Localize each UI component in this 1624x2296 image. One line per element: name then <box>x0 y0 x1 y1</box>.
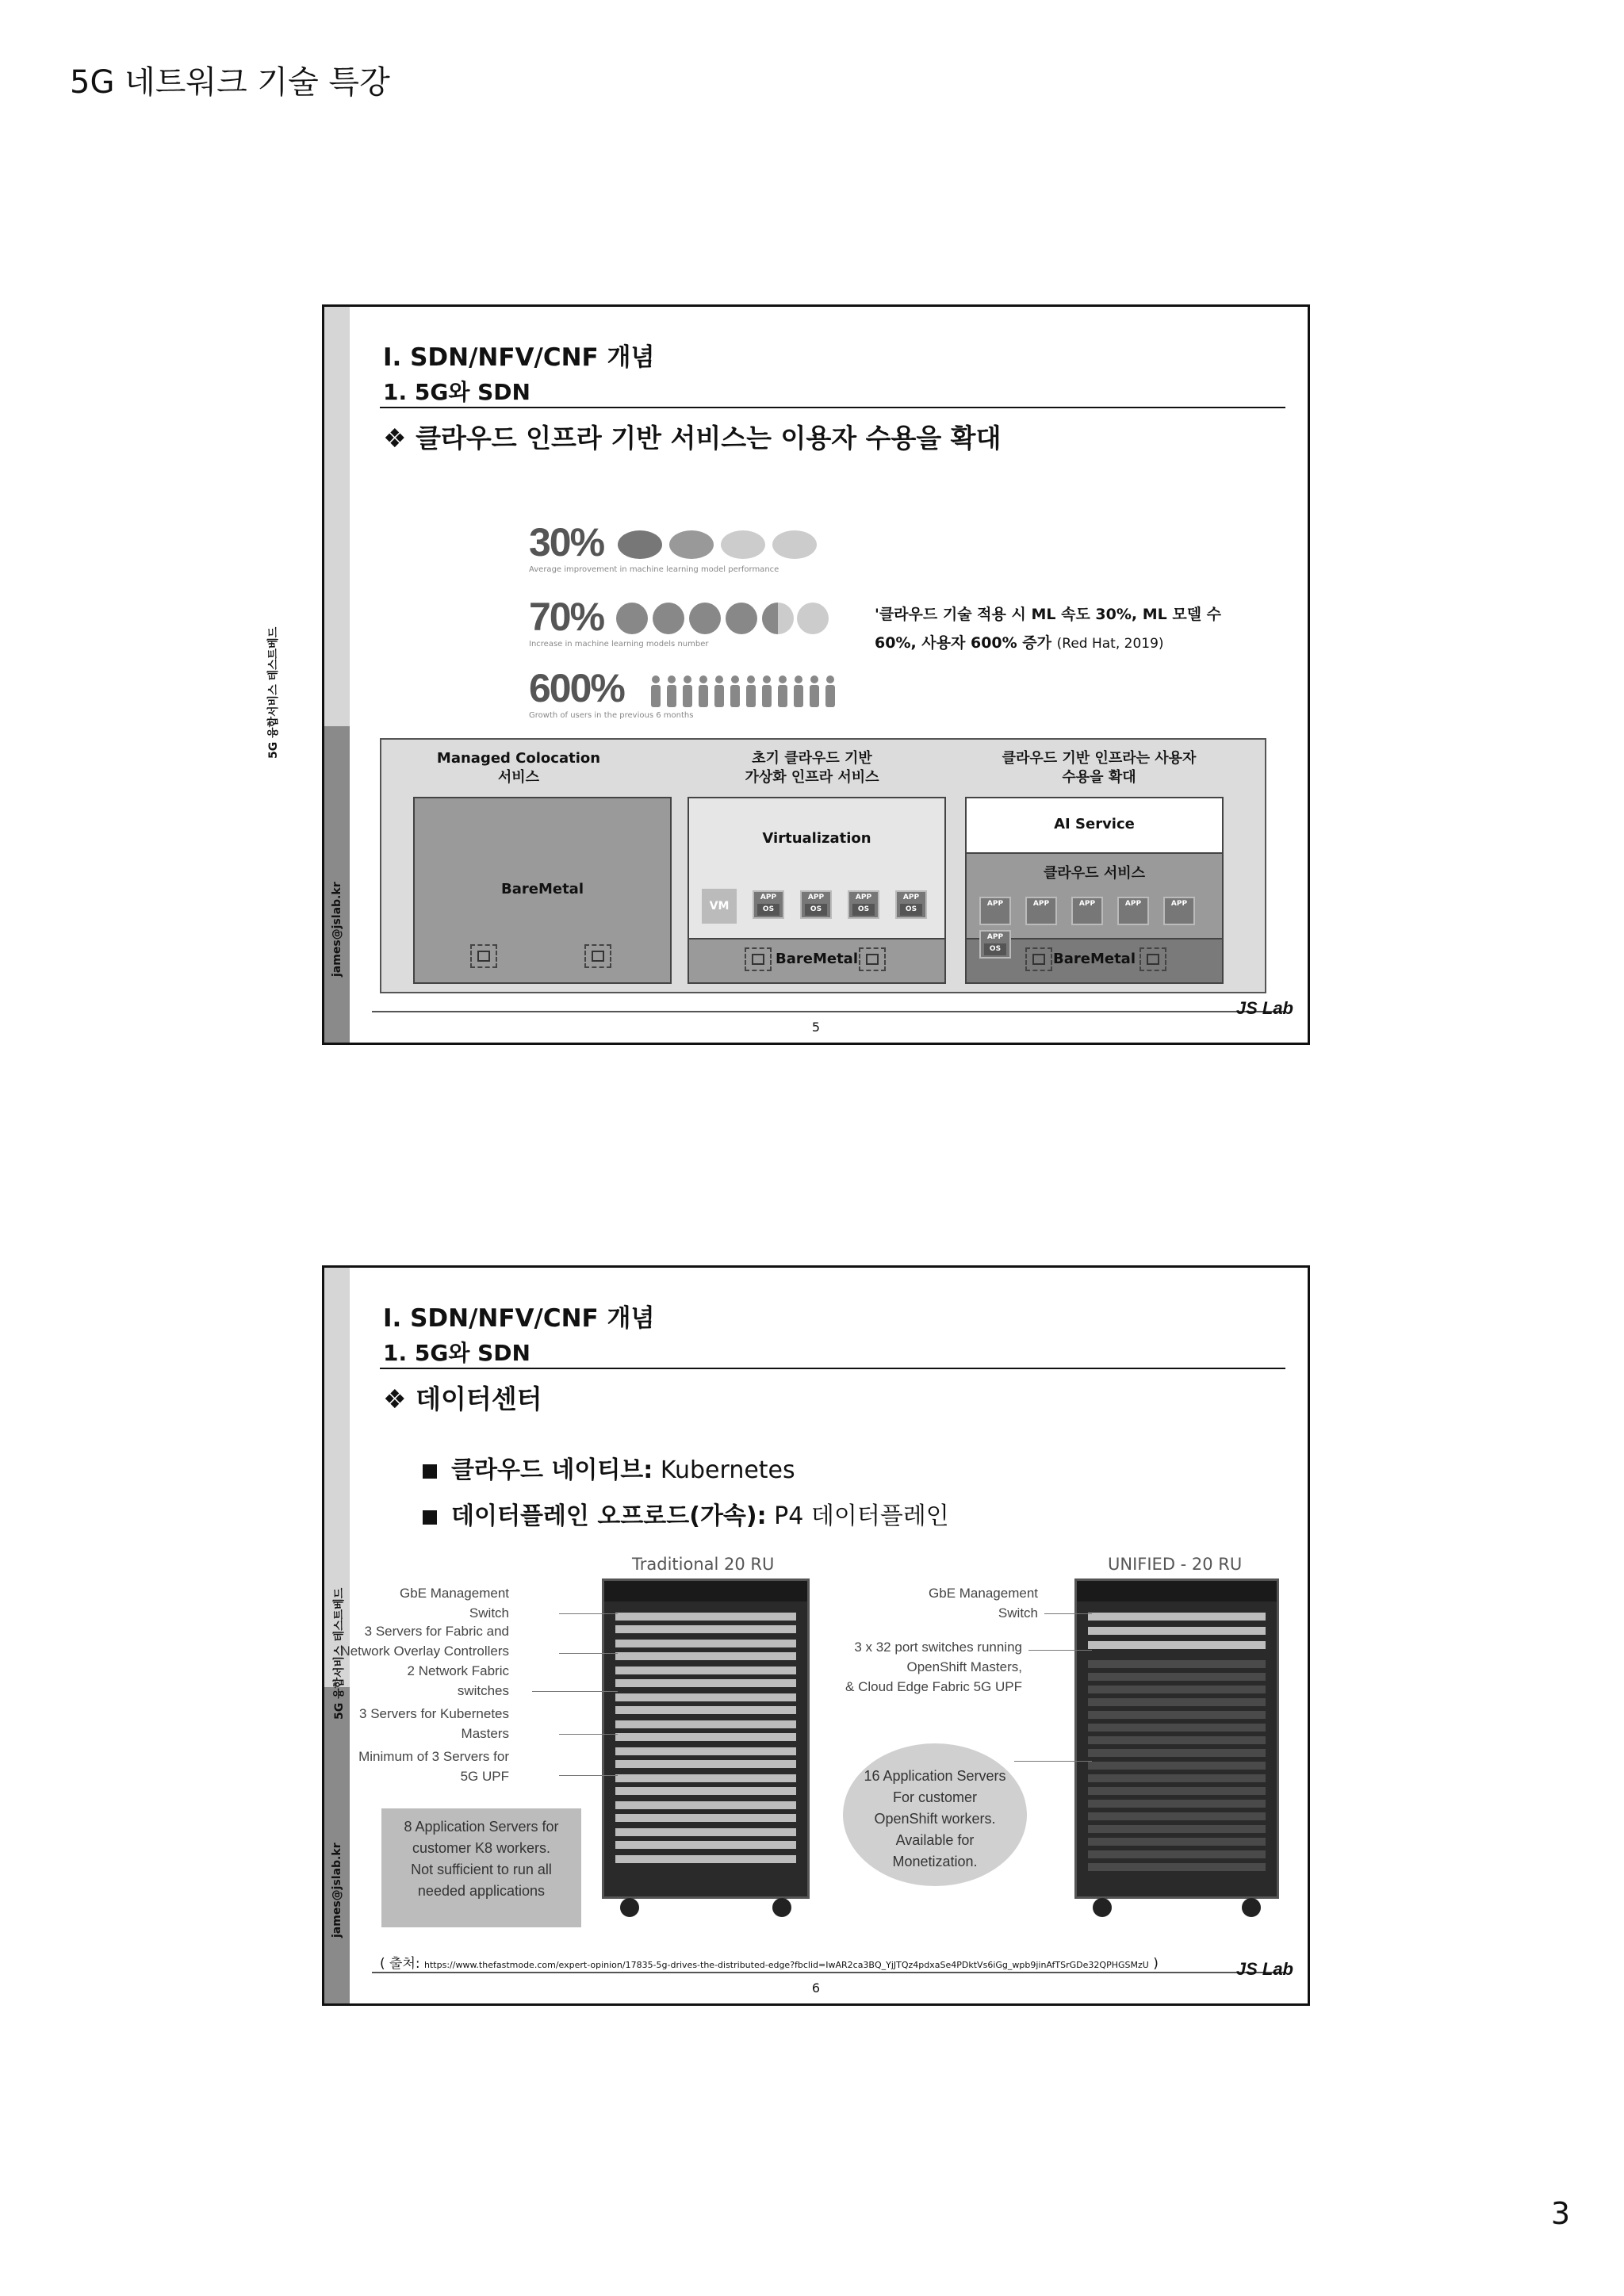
slide-subtitle: 1. 5G와 SDN <box>383 379 530 405</box>
app-icon: APP <box>1117 897 1149 925</box>
app-icon: APP <box>1071 897 1103 925</box>
stat-note <box>875 600 1224 658</box>
stat-30 <box>529 519 779 574</box>
sidebar-text-top: 5G 융합서비스 테스트베드 <box>266 626 280 759</box>
virtualization-box <box>688 797 946 984</box>
slide-sidebar <box>266 307 350 1043</box>
infra-comparison-panel <box>380 738 1266 993</box>
slide-footer-rule <box>372 1972 1285 1973</box>
baremetal-label: BareMetal <box>776 951 858 967</box>
label-gbe-switch-right: GbE Management Switch <box>929 1586 1038 1621</box>
square-bullet-icon <box>423 1464 437 1479</box>
slide-5 <box>266 304 1310 1045</box>
baremetal-box <box>413 797 672 984</box>
brain-icons <box>616 527 838 562</box>
label-unified-switches: 3 x 32 port switches running OpenShift Masters, & Cloud Edge Fabric 5G UPF <box>845 1640 1022 1694</box>
sidebar-text-bottom: james@jslab.kr <box>331 882 343 977</box>
sidebar-text-bottom: james@jslab.kr <box>331 1843 343 1938</box>
app-icon: APP <box>1163 897 1195 925</box>
brand-logo: JS Lab <box>1235 1959 1293 1979</box>
slide-title: I. SDN/NFV/CNF 개념 <box>383 343 655 372</box>
app-os-icon: APP OS <box>753 890 784 919</box>
stat-pct: 30% <box>529 520 604 564</box>
page-number: 3 <box>1550 2196 1570 2231</box>
square-bullet-icon <box>423 1510 437 1525</box>
app-icon: APP <box>1025 897 1057 925</box>
app-icon: APP <box>979 897 1011 925</box>
chip-icon <box>584 944 611 968</box>
slide-bullet: ❖ 데이터센터 <box>383 1383 542 1414</box>
chip-icon <box>859 947 886 971</box>
stat-600 <box>529 665 694 720</box>
stat-70 <box>529 594 709 649</box>
title-rule <box>380 1368 1285 1369</box>
baremetal-label: BareMetal <box>501 881 584 897</box>
slide-subtitle: 1. 5G와 SDN <box>383 1340 530 1366</box>
source-citation: ( 출처: https://www.thefastmode.com/expert-opinion/17835-5g-drives-the-distributed-edge?fbclid=IwAR2ca3BQ_YjJTQz4pdxaSe4PDktVs6iGg_wpb9jinAfTSrGDe32QPHGSMzU ) <box>380 1956 1159 1972</box>
app-os-icon: APP OS <box>800 890 832 919</box>
title-rule <box>380 407 1285 408</box>
ai-service-label: AI Service <box>1054 816 1135 832</box>
slide-bullet: ❖ 클라우드 인프라 기반 서비스는 이용자 수용을 확대 <box>383 423 1002 453</box>
brand-logo: JS Lab <box>1235 998 1293 1018</box>
stat-pct: 70% <box>529 595 604 639</box>
app-os-icon: APP OS <box>979 930 1011 959</box>
rack-traditional <box>602 1578 810 1899</box>
baremetal-base <box>689 938 944 982</box>
slide-footer-rule <box>372 1011 1285 1012</box>
rack-unified <box>1074 1578 1279 1899</box>
app-os-icon: APP OS <box>848 890 879 919</box>
chip-icon <box>745 947 772 971</box>
label-gbe-switch-left: GbE Management Switch <box>400 1586 509 1621</box>
slide-number: 6 <box>811 1980 821 1996</box>
stat-caption: Average improvement in machine learning model performance <box>529 565 779 574</box>
chip-icon <box>1025 947 1052 971</box>
slide-6 <box>322 1265 1310 2006</box>
stat-caption: Growth of users in the previous 6 months <box>529 711 694 720</box>
label-fabric-servers: 3 Servers for Fabric and Network Overlay Controllers <box>340 1624 509 1659</box>
document-title: 5G 네트워크 기술 특강 <box>70 64 390 101</box>
stat-pct: 600% <box>529 666 624 710</box>
label-fabric-switches: 2 Network Fabric switches <box>407 1663 509 1698</box>
label-upf-servers: Minimum of 3 Servers for 5G UPF <box>358 1749 509 1784</box>
rack-right-title: UNIFIED - 20 RU <box>1108 1555 1243 1574</box>
app-servers-note-right: 16 Application Servers For customer OpenShift workers. Available for Monetization. <box>843 1743 1027 1886</box>
note-citation: (Red Hat, 2019) <box>1056 636 1164 652</box>
cloud-stack-box <box>965 797 1224 984</box>
ai-service-block <box>967 798 1222 854</box>
column-header-cloud: 클라우드 기반 인프라는 사용자 수용을 확대 <box>1002 750 1197 786</box>
virtualization-label: Virtualization <box>762 830 871 847</box>
note-text: '클라우드 기술 적용 시 ML 속도 30%, ML 모델 수 60%, 사용자 600% 증가 <box>875 606 1222 652</box>
app-os-icon: APP OS <box>895 890 927 919</box>
bullet-item: 데이터플레인 오프로드(가속): P4 데이터플레인 <box>423 1496 949 1531</box>
app-servers-note-left: 8 Application Servers for customer K8 workers. Not sufficient to run all needed applications <box>381 1808 581 1927</box>
user-icons <box>648 675 846 710</box>
chip-icon <box>1139 947 1166 971</box>
sidebar-text-top: 5G 융합서비스 테스트베드 <box>333 1587 346 1720</box>
bullet-item: 클라우드 네이티브: Kubernetes <box>423 1450 795 1485</box>
cloud-service-label: 클라우드 서비스 <box>1044 865 1145 882</box>
stat-caption: Increase in machine learning models number <box>529 640 709 649</box>
slide-number: 5 <box>811 1020 821 1035</box>
slide-title: I. SDN/NFV/CNF 개념 <box>383 1304 655 1333</box>
vm-block: VM <box>702 889 737 924</box>
column-header-virtualization: 초기 클라우드 기반 가상화 인프라 서비스 <box>745 750 879 786</box>
chip-icon <box>470 944 497 968</box>
column-header-colocation: Managed Colocation 서비스 <box>436 750 601 786</box>
label-k8s-masters: 3 Servers for Kubernetes Masters <box>359 1706 509 1741</box>
baremetal-base <box>967 933 1222 982</box>
baremetal-label: BareMetal <box>1053 951 1136 967</box>
source-link[interactable]: https://www.thefastmode.com/expert-opinion/17835-5g-drives-the-distributed-edge?fbclid=IwAR2ca3BQ_YjJTQz4pdxaSe4PDktVs6iGg_wpb9jinAfTSrGDe32QPHGSMzU <box>424 1960 1149 1970</box>
rack-left-title: Traditional 20 RU <box>632 1555 775 1574</box>
circle-icons <box>615 600 845 637</box>
